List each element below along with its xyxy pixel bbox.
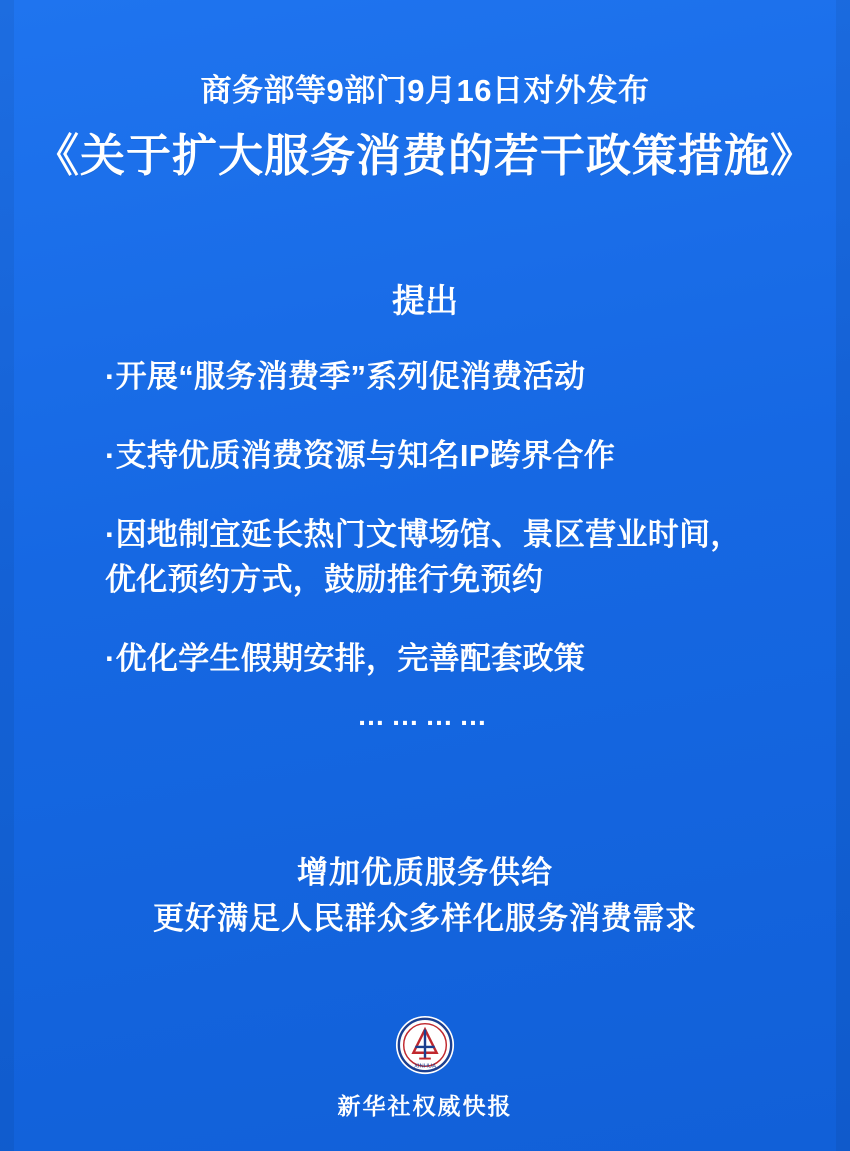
list-item: ·因地制宜延长热门文博场馆、景区营业时间，优化预约方式，鼓励推行免预约 — [105, 516, 742, 597]
closing-line-2: 更好满足人民群众多样化服务消费需求 — [153, 901, 697, 937]
ellipsis-text: ………… — [357, 699, 493, 731]
footer-label: 新华社权威快报 — [337, 1093, 513, 1119]
svg-text:XINHUA: XINHUA — [414, 1063, 436, 1070]
page-title: 《关于扩大服务消费的若干政策措施》 — [33, 129, 816, 181]
lead-text: 提出 — [392, 282, 458, 320]
points-list — [105, 355, 745, 682]
list-item: ·支持优质消费资源与知名IP跨界合作 — [105, 437, 616, 473]
poster-closing — [0, 850, 850, 943]
eyebrow-text: 商务部等9部门9月16日对外发布 — [200, 73, 650, 108]
closing-line-1: 增加优质服务供给 — [297, 854, 553, 890]
poster-footer — [0, 1014, 850, 1121]
list-item: ·开展“服务消费季”系列促消费活动 — [105, 358, 586, 394]
poster-header — [0, 72, 850, 185]
list-item: ·优化学生假期安排，完善配套政策 — [105, 640, 586, 676]
poster-body — [0, 281, 850, 731]
xinhua-logo-icon — [394, 1014, 456, 1076]
